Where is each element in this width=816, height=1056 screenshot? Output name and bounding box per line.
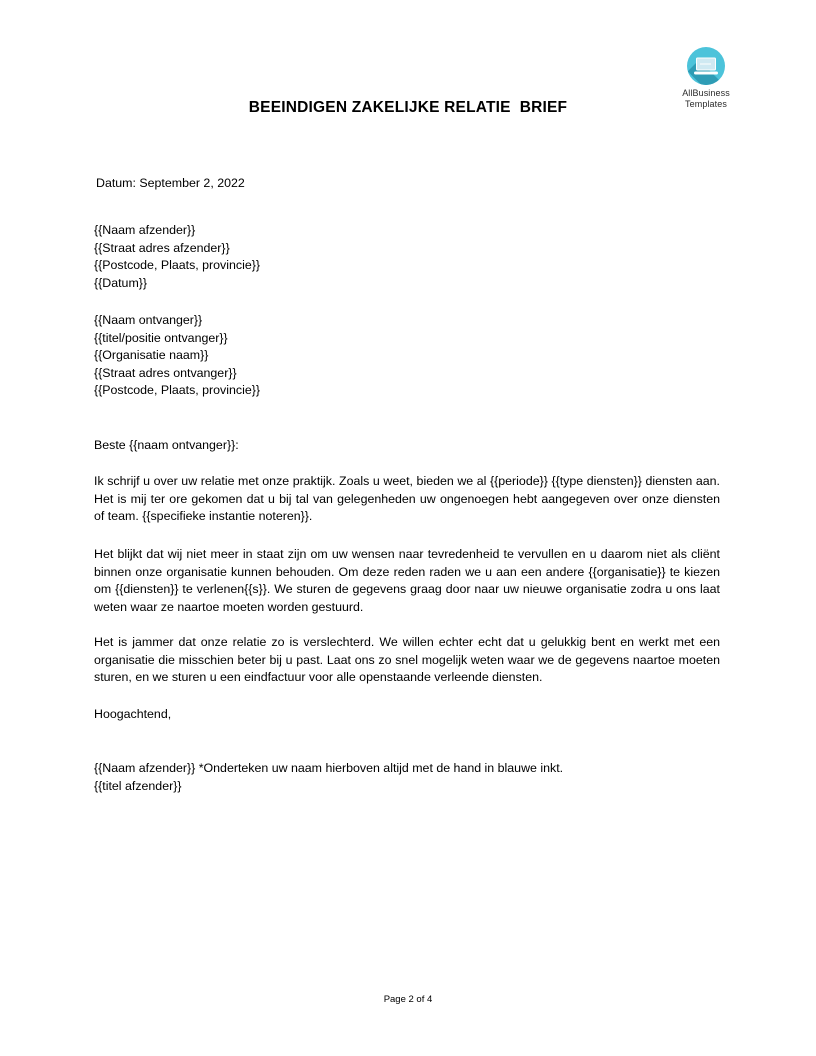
salutation: Beste {{naam ontvanger}}: — [94, 438, 239, 452]
body-paragraph-1: Ik schrijf u over uw relatie met onze praktijk. Zoals u weet, bieden we al {{periode}} {{type diensten}} diensten aan. Het is mij ter ore gekomen dat u bij tal van gelegenheden uw ongenoegen hebt aangegeven over onze diensten of team. {{specifieke instantie noteren}}. — [94, 474, 720, 524]
page-title: BEEINDIGEN ZAKELIJKE RELATIE BRIEF — [248, 99, 568, 116]
recipient-address-line: {{Postcode, Plaats, provincie}} — [94, 383, 261, 398]
date-line: Datum: September 2, 2022 — [96, 176, 245, 190]
laptop-glyph — [694, 58, 718, 75]
brand-name-line2: Templates — [685, 98, 727, 109]
sender-address-block — [94, 222, 594, 292]
body-paragraph-3: Het is jammer dat onze relatie zo is verslechterd. We willen echter echt dat u gelukkig bent en werkt met een organisatie die misschien beter bij u past. Laat ons zo snel mogelijk weten waar we de gegevens naartoe moeten sturen, en we sturen u een eindfactuur voor alle openstaande verleende diensten. — [94, 635, 720, 685]
signature-line: {{titel afzender}} — [94, 778, 182, 793]
brand-name-line1: AllBusiness — [682, 88, 730, 98]
recipient-address-block — [94, 312, 594, 400]
closing-line: Hoogachtend, — [94, 707, 172, 721]
sender-address-line: {{Postcode, Plaats, provincie}} — [94, 258, 261, 273]
sender-address-line: {{Naam afzender}} — [94, 223, 196, 237]
sender-address-line: {{Straat adres afzender}} — [94, 240, 230, 255]
sender-address-line: {{Datum}} — [94, 275, 148, 290]
body-paragraph-2: Het blijkt dat wij niet meer in staat zijn om uw wensen naar tevredenheid te vervullen en u daarom niet als cliënt binnen onze organisatie kunnen behouden. Om deze reden raden we u aan een andere {{organisatie}} te kiezen om {{diensten}} te verlenen{{s}}. We sturen de gegevens graag door naar uw nieuwe organisatie zodra u ons laat weten waar ze naartoe moeten worden gestuurd. — [94, 547, 720, 614]
signature-line: {{Naam afzender}} *Onderteken uw naam hierboven altijd met de hand in blauwe inkt. — [94, 761, 564, 775]
recipient-address-line: {{Straat adres ontvanger}} — [94, 365, 237, 380]
laptop-icon — [687, 47, 725, 85]
recipient-address-line: {{Organisatie naam}} — [94, 348, 209, 363]
page-footer: Page 2 of 4 — [383, 994, 433, 1005]
laptop-base — [694, 72, 718, 75]
recipient-address-line: {{Naam ontvanger}} — [94, 313, 203, 327]
signature-block — [94, 760, 694, 795]
recipient-address-line: {{titel/positie ontvanger}} — [94, 330, 228, 345]
laptop-screen — [696, 58, 716, 71]
